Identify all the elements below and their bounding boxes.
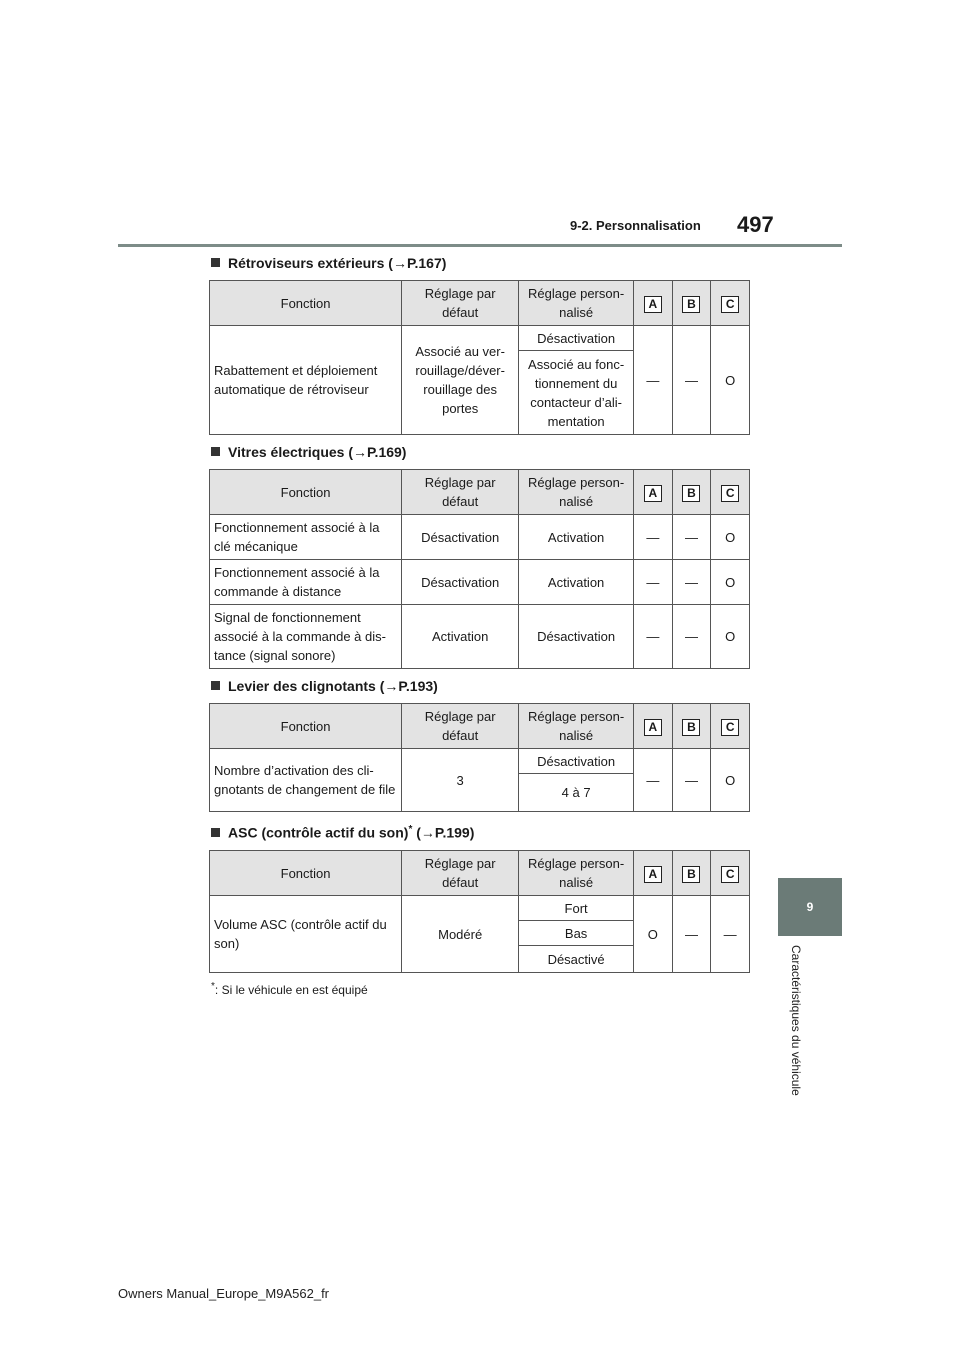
table-row: [210, 605, 750, 669]
a-icon: A: [644, 485, 662, 502]
table-asc: [209, 850, 750, 973]
bullet-icon: [211, 828, 220, 837]
table-header-row: [210, 470, 750, 515]
cell-function: Nombre d’activation des cli- gnotants de changement de file: [210, 749, 402, 812]
header-a: [634, 281, 673, 326]
table-row: [210, 560, 750, 605]
bullet-icon: [211, 681, 220, 690]
a-icon: A: [644, 296, 662, 313]
cell-custom: Bas: [519, 921, 634, 946]
table-retroviseurs: [209, 280, 750, 435]
table-row: [210, 896, 750, 921]
header-function: Fonction: [210, 851, 402, 896]
section-title-clignotants: [211, 678, 438, 694]
cell-custom: Associé au fonc- tionnement du contacteur d’ali- mentation: [519, 351, 634, 435]
header-a: [634, 704, 673, 749]
c-icon: C: [721, 296, 739, 313]
header-function: Fonction: [210, 704, 402, 749]
cell-default: Activation: [402, 605, 519, 669]
a-icon: A: [644, 866, 662, 883]
footer-manual-id: Owners Manual_Europe_M9A562_fr: [118, 1286, 330, 1301]
cell-function: Fonctionnement associé à la clé mécanique: [210, 515, 402, 560]
header-c: [711, 281, 750, 326]
cell-default: Désactivation: [402, 515, 519, 560]
table-clignotants: [209, 703, 750, 812]
section-title-vitres: [211, 444, 406, 460]
cell-function: Signal de fonctionnement associé à la commande à dis- tance (signal sonore): [210, 605, 402, 669]
header-b: [672, 851, 711, 896]
table-header-row: [210, 704, 750, 749]
cell-c: O: [711, 605, 750, 669]
cell-b: —: [672, 749, 711, 812]
section-title-text: ASC (contrôle actif du son): [228, 824, 409, 841]
b-icon: B: [682, 719, 700, 736]
footnote: [211, 981, 368, 997]
cell-a: —: [634, 605, 673, 669]
section-title-ref: (→P.199): [412, 824, 475, 841]
chapter-label: Caractéristiques du véhicule: [789, 945, 803, 1096]
cell-a: O: [634, 896, 673, 973]
b-icon: B: [682, 296, 700, 313]
section-title-text: Rétroviseurs extérieurs (→P.167): [228, 255, 447, 271]
header-c: [711, 704, 750, 749]
table-row: [210, 749, 750, 774]
chapter-number: 9: [806, 900, 814, 914]
c-icon: C: [721, 866, 739, 883]
cell-c: O: [711, 749, 750, 812]
header-b: [672, 281, 711, 326]
cell-c: O: [711, 515, 750, 560]
header-a: [634, 470, 673, 515]
page-number: 497: [737, 212, 774, 237]
cell-custom: Désactivation: [519, 605, 634, 669]
header-default: Réglage par défaut: [402, 851, 519, 896]
bullet-icon: [211, 258, 220, 267]
footnote-text: : Si le véhicule en est équipé: [214, 983, 368, 997]
table-row: [210, 515, 750, 560]
a-icon: A: [644, 719, 662, 736]
header-c: [711, 851, 750, 896]
table-row: [210, 326, 750, 351]
cell-custom: Désactivation: [519, 326, 634, 351]
header-custom: Réglage person- nalisé: [519, 851, 634, 896]
cell-b: —: [672, 326, 711, 435]
header-function: Fonction: [210, 281, 402, 326]
b-icon: B: [682, 866, 700, 883]
cell-custom: Désactivé: [519, 946, 634, 973]
cell-custom: 4 à 7: [519, 774, 634, 812]
header-default: Réglage par défaut: [402, 281, 519, 326]
c-icon: C: [721, 485, 739, 502]
cell-default: Modéré: [402, 896, 519, 973]
header-divider: [118, 244, 842, 247]
footnote-mark: *: [211, 981, 215, 992]
footnote-marker: *: [408, 824, 413, 835]
header-b: [672, 470, 711, 515]
table-header-row: [210, 851, 750, 896]
cell-default: Désactivation: [402, 560, 519, 605]
cell-a: —: [634, 515, 673, 560]
table-header-row: [210, 281, 750, 326]
header-c: [711, 470, 750, 515]
chapter-tab: [778, 878, 842, 936]
section-title-text: Vitres électriques (→P.169): [228, 444, 407, 460]
cell-custom: Activation: [519, 560, 634, 605]
cell-a: —: [634, 749, 673, 812]
header-custom: Réglage person- nalisé: [519, 281, 634, 326]
cell-b: —: [672, 896, 711, 973]
header-default: Réglage par défaut: [402, 704, 519, 749]
cell-custom: Activation: [519, 515, 634, 560]
header-a: [634, 851, 673, 896]
section-title-asc: [211, 824, 474, 841]
header-default: Réglage par défaut: [402, 470, 519, 515]
cell-a: —: [634, 560, 673, 605]
section-header: 9-2. Personnalisation: [570, 218, 701, 233]
cell-custom: Désactivation: [519, 749, 634, 774]
header-custom: Réglage person- nalisé: [519, 704, 634, 749]
bullet-icon: [211, 447, 220, 456]
cell-c: —: [711, 896, 750, 973]
b-icon: B: [682, 485, 700, 502]
cell-c: O: [711, 560, 750, 605]
header-function: Fonction: [210, 470, 402, 515]
cell-a: —: [634, 326, 673, 435]
cell-custom: Fort: [519, 896, 634, 921]
cell-default: Associé au ver- rouillage/déver- rouillage des portes: [402, 326, 519, 435]
cell-function: Rabattement et déploiement automatique de rétroviseur: [210, 326, 402, 435]
cell-default: 3: [402, 749, 519, 812]
table-vitres: [209, 469, 750, 669]
cell-b: —: [672, 515, 711, 560]
header-custom: Réglage person- nalisé: [519, 470, 634, 515]
cell-b: —: [672, 560, 711, 605]
section-title-retroviseurs: [211, 255, 446, 271]
cell-c: O: [711, 326, 750, 435]
header-b: [672, 704, 711, 749]
section-title-text: Levier des clignotants (→P.193): [228, 678, 438, 694]
cell-b: —: [672, 605, 711, 669]
c-icon: C: [721, 719, 739, 736]
cell-function: Fonctionnement associé à la commande à distance: [210, 560, 402, 605]
cell-function: Volume ASC (contrôle actif du son): [210, 896, 402, 973]
